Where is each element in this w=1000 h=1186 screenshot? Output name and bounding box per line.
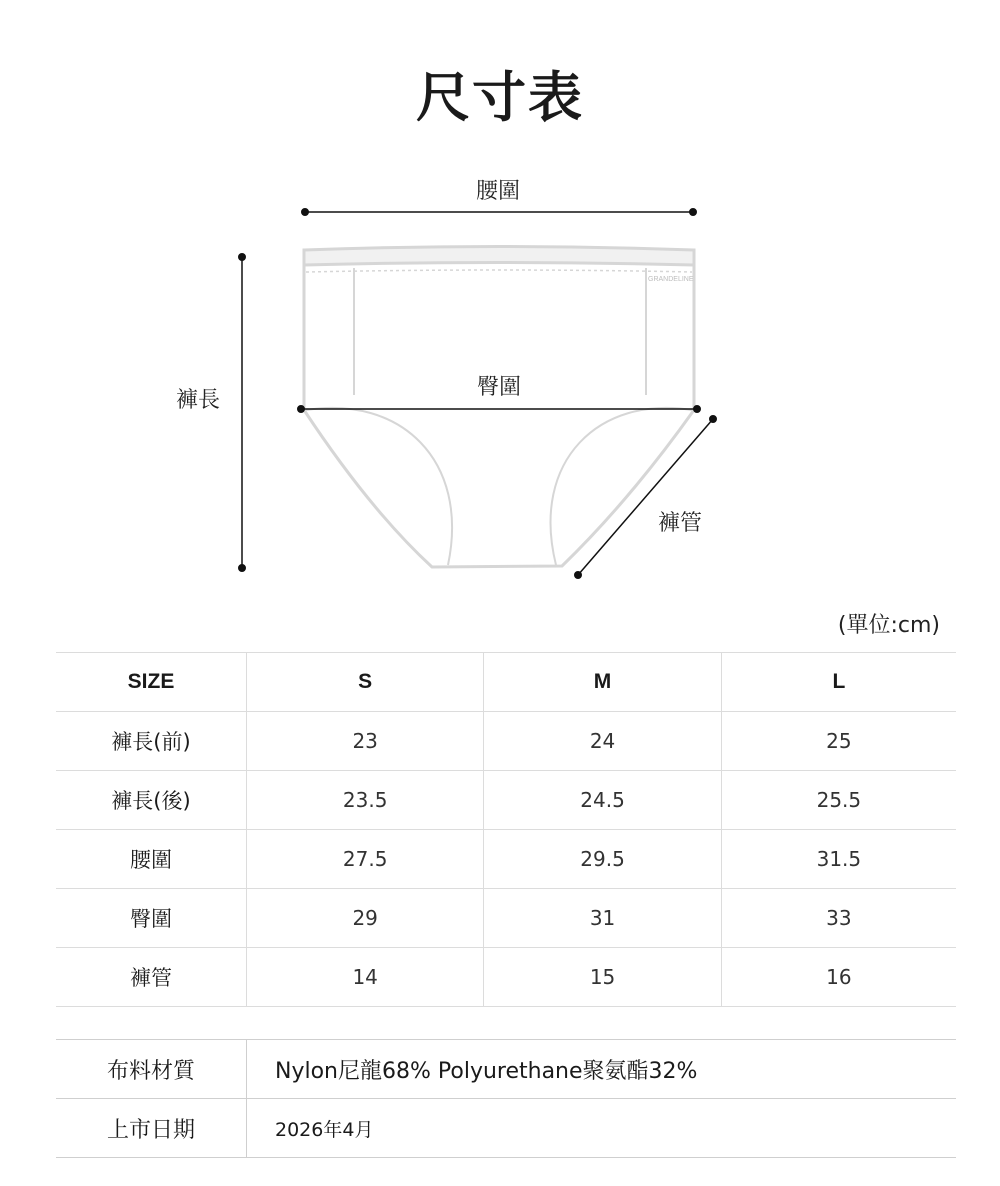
hip-label: 臀圍 — [477, 375, 522, 400]
material-label: 布料材質 — [56, 1040, 247, 1099]
table-row — [56, 1040, 956, 1099]
waist-label: 腰圍 — [476, 179, 521, 204]
cell-value: 14 — [247, 948, 484, 1007]
cell-value: 27.5 — [247, 830, 484, 889]
cell-value: 24.5 — [484, 771, 721, 830]
header-s: S — [247, 653, 484, 712]
cell-value: 31 — [484, 889, 721, 948]
release-date-value: 2026年4月 — [247, 1099, 957, 1158]
release-date-label: 上市日期 — [56, 1099, 247, 1158]
cell-value: 16 — [721, 948, 956, 1007]
leg-label: 褲管 — [658, 511, 703, 536]
hip-measure-line — [298, 406, 701, 413]
waist-measure-line — [302, 209, 697, 216]
cell-value: 29 — [247, 889, 484, 948]
row-label: 褲長(後) — [56, 771, 247, 830]
table-row — [56, 1099, 956, 1158]
material-value: Nylon尼龍68% Polyurethane聚氨酯32% — [247, 1040, 957, 1099]
table-row — [56, 889, 956, 948]
cell-value: 23.5 — [247, 771, 484, 830]
cell-value: 33 — [721, 889, 956, 948]
row-label: 臀圍 — [56, 889, 247, 948]
header-l: L — [721, 653, 956, 712]
table-row — [56, 712, 956, 771]
cell-value: 25 — [721, 712, 956, 771]
row-label: 褲管 — [56, 948, 247, 1007]
table-row — [56, 830, 956, 889]
size-table-header — [56, 653, 956, 712]
unit-label: (單位:cm) — [837, 613, 940, 638]
cell-value: 24 — [484, 712, 721, 771]
leg-measure-line — [575, 416, 717, 579]
length-label: 褲長 — [176, 388, 221, 413]
cell-value: 25.5 — [721, 771, 956, 830]
size-table — [56, 652, 956, 1007]
cell-value: 31.5 — [721, 830, 956, 889]
cell-value: 23 — [247, 712, 484, 771]
brand-mark: GRANDELINE — [648, 276, 694, 283]
length-measure-line — [239, 254, 246, 572]
header-m: M — [484, 653, 721, 712]
cell-value: 29.5 — [484, 830, 721, 889]
table-row — [56, 948, 956, 1007]
briefs-outline — [304, 247, 694, 568]
row-label: 腰圍 — [56, 830, 247, 889]
cell-value: 15 — [484, 948, 721, 1007]
row-label: 褲長(前) — [56, 712, 247, 771]
info-table — [56, 1039, 956, 1158]
page-title: 尺寸表 — [416, 66, 584, 129]
table-row — [56, 771, 956, 830]
header-size: SIZE — [56, 653, 247, 712]
